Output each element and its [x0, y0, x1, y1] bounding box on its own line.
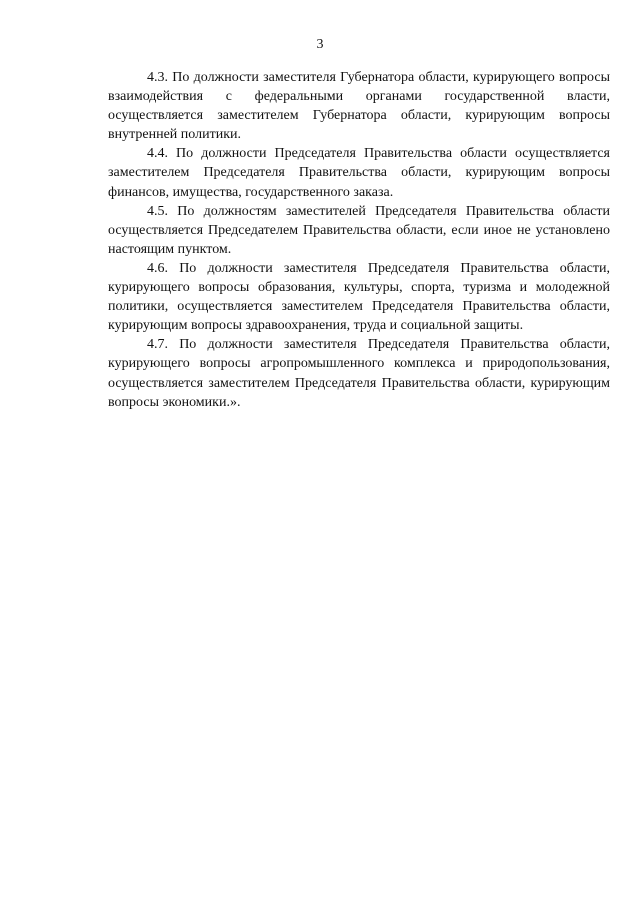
paragraph-text: По должности заместителя Председателя Правительства области, курирующего вопросы агропромышленного комплекса и природопользования, осуществляется заместителем Председателя Правительства области, курирующим вопросы экономики.».: [108, 337, 611, 410]
paragraph-4-7: [108, 335, 610, 411]
paragraph-4-4: [108, 144, 610, 201]
paragraph-text: По должности Председателя Правительства области осуществляется заместителем Председателя Правительства области, курирующим вопросы финансов, имущества, государственного заказа.: [108, 146, 610, 200]
paragraph-number: 4.3.: [147, 70, 168, 85]
paragraph-4-3: [108, 68, 610, 144]
paragraph-text: По должностям заместителей Председателя Правительства области осуществляется Председателем Правительства области, если иное не установлено настоящим пунктом.: [108, 203, 610, 257]
document-body: [108, 68, 610, 412]
paragraph-number: 4.6.: [147, 260, 168, 276]
paragraph-number: 4.7.: [147, 337, 168, 353]
paragraph-text: По должности заместителя Председателя Правительства области, курирующего вопросы образования, культуры, спорта, туризма и молодежной политики, осуществляется заместителем Председателя Правительства области, курирующим вопросы здравоохранения, труда и социальной защиты.: [108, 260, 611, 334]
paragraph-text: По должности заместителя Губернатора области, курирующего вопросы взаимодействия с федеральными органами государственной власти, осуществляется заместителем Губернатора области, курирующим вопросы внутренней политики.: [108, 70, 610, 143]
paragraph-4-5: [108, 202, 610, 259]
paragraph-number: 4.5.: [147, 203, 168, 219]
page-number: 3: [316, 37, 324, 52]
paragraph-4-6: [108, 259, 610, 335]
paragraph-number: 4.4.: [147, 146, 168, 162]
